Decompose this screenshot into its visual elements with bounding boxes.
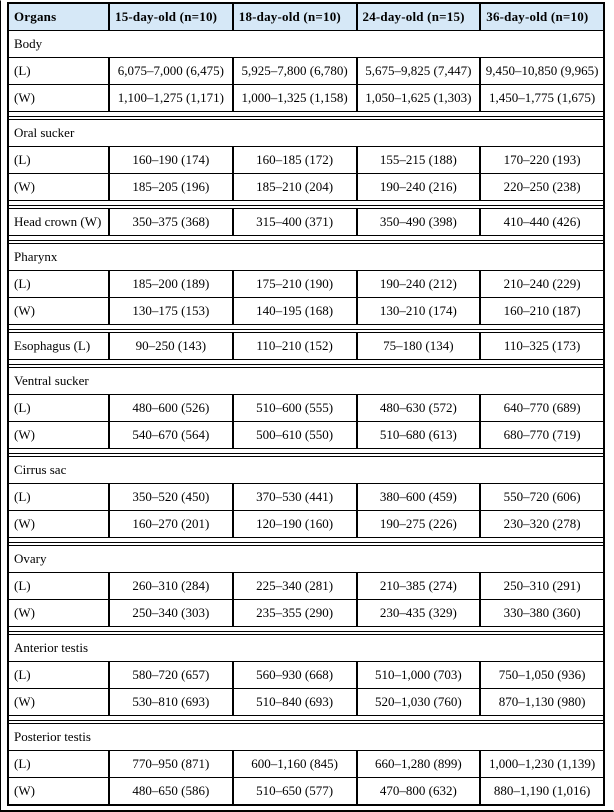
- value-cell: 5,925–7,800 (6,780): [232, 58, 356, 84]
- section-title-row: Anterior testis: [14, 640, 89, 655]
- row-label-cell: (W): [14, 427, 35, 442]
- value-cell: 580–720 (657): [108, 662, 232, 688]
- value-cell: 225–340 (281): [232, 573, 356, 599]
- table-row: [9, 173, 603, 200]
- value-cell: 380–600 (459): [356, 484, 480, 510]
- value-cell: 1,450–1,775 (1,675): [479, 85, 603, 111]
- section-title-row: Ovary: [14, 551, 47, 566]
- table-row: [9, 421, 603, 448]
- row-label-cell: (W): [14, 179, 35, 194]
- value-cell: 160–210 (187): [479, 298, 603, 324]
- section-separator: [9, 626, 603, 635]
- row-label-cell: (L): [14, 276, 31, 291]
- value-cell: 250–310 (291): [479, 573, 603, 599]
- table-row: [9, 483, 603, 510]
- value-cell: 680–770 (719): [479, 422, 603, 448]
- value-cell: 540–670 (564): [108, 422, 232, 448]
- value-cell: 410–440 (426): [479, 209, 603, 235]
- value-cell: 560–930 (668): [232, 662, 356, 688]
- value-cell: 110–210 (152): [232, 333, 356, 359]
- row-label-cell: (W): [14, 605, 35, 620]
- table-row: [9, 297, 603, 324]
- table-row: [9, 333, 603, 359]
- header-cell-age-group: 18-day-old (n=10): [232, 4, 356, 30]
- section-separator: [9, 235, 603, 244]
- row-label-cell: (L): [14, 756, 31, 771]
- value-cell: 160–185 (172): [232, 147, 356, 173]
- table-row: [9, 777, 603, 804]
- value-cell: 510–1,000 (703): [356, 662, 480, 688]
- value-cell: 9,450–10,850 (9,965): [479, 58, 603, 84]
- value-cell: 230–435 (329): [356, 600, 480, 626]
- table-header-row: [9, 4, 603, 30]
- table-row: [9, 750, 603, 777]
- value-cell: 130–210 (174): [356, 298, 480, 324]
- value-cell: 230–320 (278): [479, 511, 603, 537]
- value-cell: 770–950 (871): [108, 751, 232, 777]
- section-title-row: Posterior testis: [14, 729, 91, 744]
- value-cell: 1,100–1,275 (1,171): [108, 85, 232, 111]
- value-cell: 350–375 (368): [108, 209, 232, 235]
- value-cell: 510–680 (613): [356, 422, 480, 448]
- section-title-row: Oral sucker: [14, 125, 75, 140]
- value-cell: 130–175 (153): [108, 298, 232, 324]
- header-cell-age-group: 36-day-old (n=10): [479, 4, 603, 30]
- table-row: [9, 572, 603, 599]
- value-cell: 520–1,030 (760): [356, 689, 480, 715]
- table-row: [9, 599, 603, 626]
- value-cell: 350–520 (450): [108, 484, 232, 510]
- row-label-cell: (W): [14, 783, 35, 798]
- section-separator: [9, 324, 603, 333]
- value-cell: 600–1,160 (845): [232, 751, 356, 777]
- section-separator: [9, 359, 603, 368]
- table-row: [9, 270, 603, 297]
- value-cell: 480–650 (586): [108, 778, 232, 804]
- row-label-cell: (W): [14, 90, 35, 105]
- row-label-cell: (W): [14, 303, 35, 318]
- value-cell: 110–325 (173): [479, 333, 603, 359]
- header-cell-organs: Organs: [9, 4, 108, 30]
- value-cell: 250–340 (303): [108, 600, 232, 626]
- table-row: [9, 84, 603, 111]
- value-cell: 1,000–1,325 (1,158): [232, 85, 356, 111]
- row-label-cell: Esophagus (L): [14, 338, 91, 353]
- value-cell: 870–1,130 (980): [479, 689, 603, 715]
- value-cell: 190–240 (216): [356, 174, 480, 200]
- value-cell: 185–210 (204): [232, 174, 356, 200]
- value-cell: 530–810 (693): [108, 689, 232, 715]
- section-title-row: Cirrus sac: [14, 462, 67, 477]
- section-title-row: Body: [9, 30, 603, 57]
- row-label-cell: (L): [14, 578, 31, 593]
- table-row: [9, 209, 603, 235]
- section-title-row: Ventral sucker: [14, 373, 89, 388]
- value-cell: 120–190 (160): [232, 511, 356, 537]
- value-cell: 140–195 (168): [232, 298, 356, 324]
- section-separator: [9, 111, 603, 120]
- value-cell: 210–385 (274): [356, 573, 480, 599]
- value-cell: 510–650 (577): [232, 778, 356, 804]
- value-cell: 75–180 (134): [356, 333, 480, 359]
- row-label-cell: (L): [14, 667, 31, 682]
- value-cell: 1,050–1,625 (1,303): [356, 85, 480, 111]
- row-label-cell: (L): [14, 489, 31, 504]
- organ-measurements-table: [7, 2, 605, 806]
- value-cell: 210–240 (229): [479, 271, 603, 297]
- table-row: [9, 510, 603, 537]
- value-cell: 510–600 (555): [232, 395, 356, 421]
- table-row: [9, 661, 603, 688]
- value-cell: 470–800 (632): [356, 778, 480, 804]
- row-label-cell: (L): [14, 400, 31, 415]
- value-cell: 175–210 (190): [232, 271, 356, 297]
- row-label-cell: (L): [14, 152, 31, 167]
- section-title-row: Pharynx: [14, 249, 58, 264]
- value-cell: 160–270 (201): [108, 511, 232, 537]
- value-cell: 90–250 (143): [108, 333, 232, 359]
- value-cell: 190–240 (212): [356, 271, 480, 297]
- value-cell: 185–205 (196): [108, 174, 232, 200]
- value-cell: 510–840 (693): [232, 689, 356, 715]
- value-cell: 190–275 (226): [356, 511, 480, 537]
- value-cell: 260–310 (284): [108, 573, 232, 599]
- section-separator: [9, 448, 603, 457]
- value-cell: 5,675–9,825 (7,447): [356, 58, 480, 84]
- table-row: [9, 394, 603, 421]
- value-cell: 155–215 (188): [356, 147, 480, 173]
- value-cell: 315–400 (371): [232, 209, 356, 235]
- value-cell: 6,075–7,000 (6,475): [108, 58, 232, 84]
- value-cell: 480–630 (572): [356, 395, 480, 421]
- value-cell: 235–355 (290): [232, 600, 356, 626]
- value-cell: 160–190 (174): [108, 147, 232, 173]
- value-cell: 750–1,050 (936): [479, 662, 603, 688]
- value-cell: 170–220 (193): [479, 147, 603, 173]
- header-cell-age-group: 24-day-old (n=15): [356, 4, 480, 30]
- value-cell: 880–1,190 (1,016): [479, 778, 603, 804]
- value-cell: 330–380 (360): [479, 600, 603, 626]
- section-separator: [9, 200, 603, 209]
- table-row: [9, 57, 603, 84]
- row-label-cell: Head crown (W): [14, 214, 102, 229]
- table-row: [9, 688, 603, 715]
- value-cell: 185–200 (189): [108, 271, 232, 297]
- value-cell: 220–250 (238): [479, 174, 603, 200]
- header-cell-age-group: 15-day-old (n=10): [108, 4, 232, 30]
- row-label-cell: (W): [14, 694, 35, 709]
- section-separator: [9, 537, 603, 546]
- value-cell: 500–610 (550): [232, 422, 356, 448]
- value-cell: 370–530 (441): [232, 484, 356, 510]
- value-cell: 480–600 (526): [108, 395, 232, 421]
- row-label-cell: (W): [14, 516, 35, 531]
- value-cell: 350–490 (398): [356, 209, 480, 235]
- table-row: [9, 146, 603, 173]
- section-separator: [9, 715, 603, 724]
- value-cell: 640–770 (689): [479, 395, 603, 421]
- value-cell: 550–720 (606): [479, 484, 603, 510]
- value-cell: 660–1,280 (899): [356, 751, 480, 777]
- row-label-cell: (L): [14, 63, 31, 78]
- value-cell: 1,000–1,230 (1,139): [479, 751, 603, 777]
